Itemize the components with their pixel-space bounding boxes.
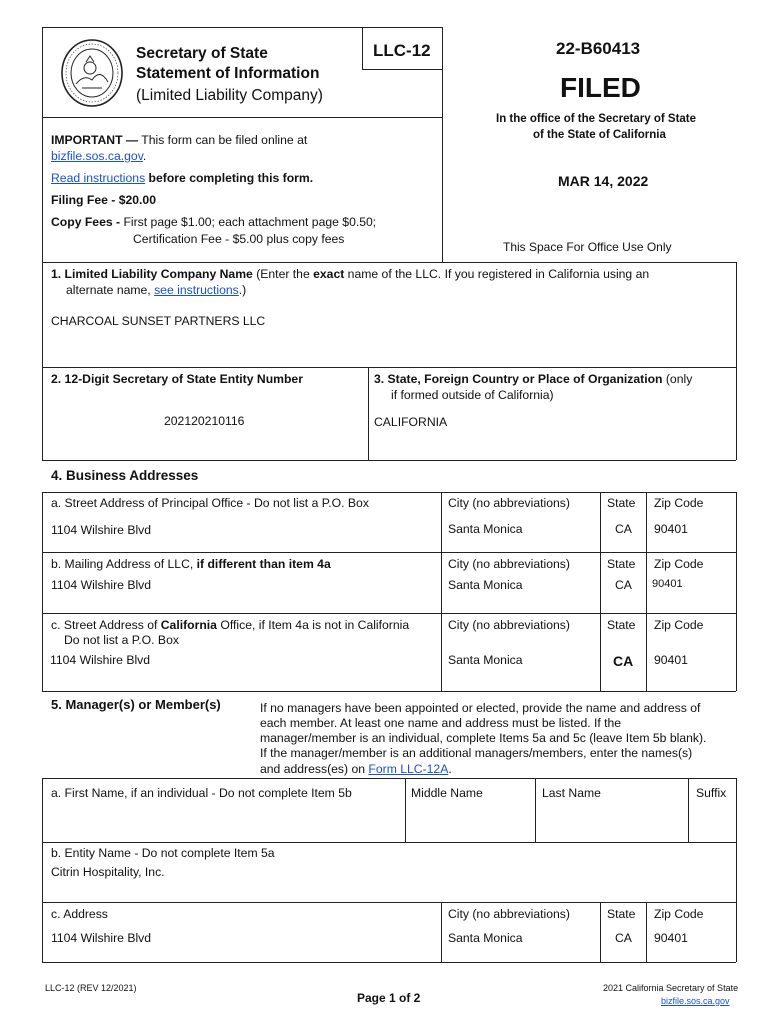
suffix-label: Suffix — [696, 786, 727, 800]
certification-fee: Certification Fee - $5.00 plus copy fees — [133, 232, 345, 246]
managers-members-title: 5. Manager(s) or Member(s) — [51, 697, 221, 712]
managers-instructions-5: and address(es) on Form LLC-12A. — [260, 762, 452, 776]
entity-number-value[interactable]: 202120210116 — [164, 414, 245, 428]
business-addresses-title: 4. Business Addresses — [51, 468, 199, 483]
filed-date: MAR 14, 2022 — [558, 173, 649, 189]
california-seal-icon — [60, 38, 124, 108]
entity-name-value[interactable]: Citrin Hospitality, Inc. — [51, 865, 165, 879]
file-number: 22-B60413 — [556, 39, 641, 58]
office-line-1: In the office of the Secretary of State — [496, 113, 697, 125]
middle-name-label: Middle Name — [411, 786, 483, 800]
form-revision: LLC-12 (REV 12/2021) — [45, 983, 137, 993]
address-4c-city-label: City (no abbreviations) — [448, 618, 570, 632]
address-4c-label: c. Street Address of California Office, if Item 4a is not in California — [51, 618, 410, 632]
office-line-2: of the State of California — [533, 129, 666, 141]
address-4c-state-label: State — [607, 618, 636, 632]
footer-site-link[interactable]: bizfile.sos.ca.gov — [661, 996, 730, 1006]
manager-city-value[interactable]: Santa Monica — [448, 931, 523, 945]
copyright: 2021 California Secretary of State — [603, 983, 739, 993]
page-number: Page 1 of 2 — [357, 991, 421, 1005]
manager-zip-value[interactable]: 90401 — [654, 931, 688, 945]
item1-hint: alternate name, see instructions.) — [66, 283, 247, 297]
form-title: Statement of Information — [136, 65, 320, 82]
address-4c-hint: Do not list a P.O. Box — [64, 633, 179, 647]
address-4c-zip-label: Zip Code — [654, 618, 704, 632]
important-notice: IMPORTANT — This form can be filed online at — [51, 133, 308, 147]
manager-state-label: State — [607, 907, 636, 921]
managers-instructions-4: If the manager/member is an additional managers/members, enter the names(s) — [260, 746, 693, 760]
address-4b-zip-label: Zip Code — [654, 557, 704, 571]
address-4a-label: a. Street Address of Principal Office - Do not list a P.O. Box — [51, 496, 369, 510]
address-4c-city[interactable]: Santa Monica — [448, 653, 523, 667]
filing-fee: Filing Fee - $20.00 — [51, 193, 156, 207]
address-4a-zip[interactable]: 90401 — [654, 522, 688, 536]
address-4b-city-label: City (no abbreviations) — [448, 557, 570, 571]
manager-city-label: City (no abbreviations) — [448, 907, 570, 921]
address-4a-street[interactable]: 1104 Wilshire Blvd — [51, 523, 152, 537]
address-4a-zip-label: Zip Code — [654, 496, 704, 510]
address-4c-zip[interactable]: 90401 — [654, 653, 688, 667]
managers-instructions-2: each member. At least one name and address must be listed. If the — [260, 716, 622, 730]
form-code: LLC-12 — [373, 41, 431, 60]
address-4a-city[interactable]: Santa Monica — [448, 522, 523, 536]
bizfile-link[interactable]: bizfile.sos.ca.gov — [51, 149, 143, 163]
read-instructions-link[interactable]: Read instructions — [51, 171, 146, 185]
address-4c-state[interactable]: CA — [613, 653, 634, 669]
item1-label: 1. Limited Liability Company Name (Enter the exact name of the LLC. If you registered in California using an — [51, 267, 650, 281]
managers-instructions-1: If no managers have been appointed or elected, provide the name and address of — [260, 701, 701, 715]
online-filing-line: bizfile.sos.ca.gov. — [51, 149, 147, 163]
managers-instructions-3: manager/member is an individual, complete Items 5a and 5c (leave Item 5b blank). — [260, 731, 707, 745]
address-4b-label: b. Mailing Address of LLC, if different than item 4a — [51, 557, 331, 571]
llc-name-value[interactable]: CHARCOAL SUNSET PARTNERS LLC — [51, 314, 266, 328]
address-4a-state[interactable]: CA — [615, 522, 632, 536]
item3-hint: if formed outside of California) — [391, 388, 554, 402]
address-4b-city[interactable]: Santa Monica — [448, 578, 523, 592]
address-4c-street[interactable]: 1104 Wilshire Blvd — [50, 653, 151, 667]
address-4b-state[interactable]: CA — [615, 578, 632, 592]
address-4b-zip[interactable]: 90401 — [652, 578, 683, 590]
read-instructions-line: Read instructions before completing this form. — [51, 171, 314, 185]
address-4b-street[interactable]: 1104 Wilshire Blvd — [51, 578, 152, 592]
address-4b-state-label: State — [607, 557, 636, 571]
agency-heading: Secretary of State — [136, 45, 268, 62]
state-of-organization-value[interactable]: CALIFORNIA — [374, 415, 448, 429]
item3-label: 3. State, Foreign Country or Place of Organization (only — [374, 372, 693, 386]
form-subtitle: (Limited Liability Company) — [136, 87, 323, 104]
manager-address-label: c. Address — [51, 907, 108, 921]
address-4a-city-label: City (no abbreviations) — [448, 496, 570, 510]
form-llc-12a-link[interactable]: Form LLC-12A — [368, 762, 449, 776]
office-use-note: This Space For Office Use Only — [503, 240, 672, 254]
manager-street-value[interactable]: 1104 Wilshire Blvd — [51, 931, 152, 945]
address-4a-state-label: State — [607, 496, 636, 510]
entity-name-label: b. Entity Name - Do not complete Item 5a — [51, 846, 275, 860]
manager-zip-label: Zip Code — [654, 907, 704, 921]
see-instructions-link[interactable]: see instructions — [154, 283, 239, 297]
first-name-label: a. First Name, if an individual - Do not complete Item 5b — [51, 786, 352, 800]
last-name-label: Last Name — [542, 786, 601, 800]
item2-label: 2. 12-Digit Secretary of State Entity Number — [51, 372, 303, 386]
copy-fees: Copy Fees - First page $1.00; each attachment page $0.50; — [51, 215, 377, 229]
manager-state-value[interactable]: CA — [615, 931, 632, 945]
filed-stamp: FILED — [560, 72, 641, 103]
